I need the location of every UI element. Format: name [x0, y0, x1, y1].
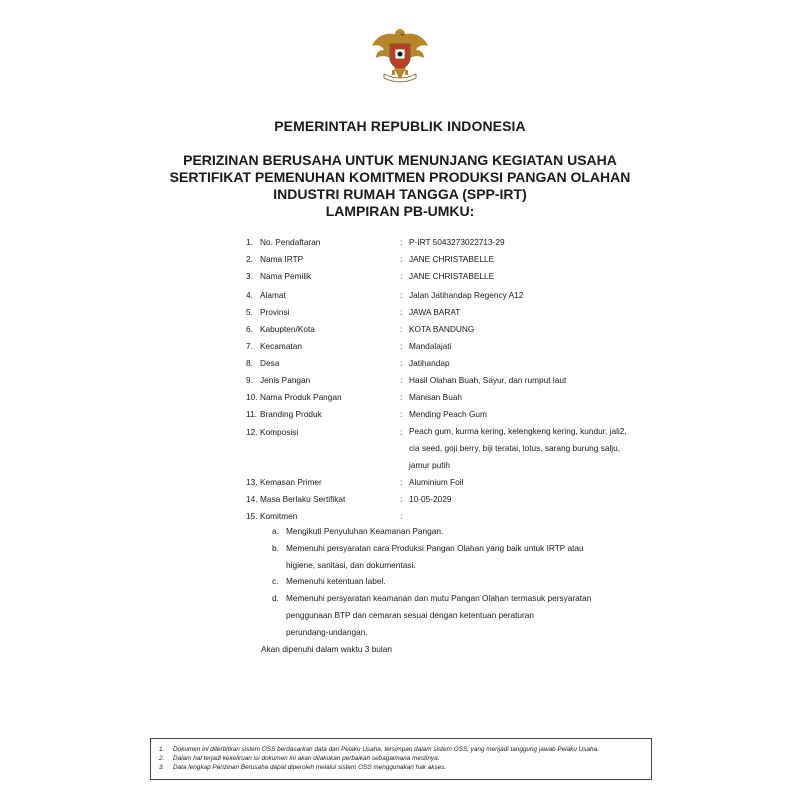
field-row [246, 306, 646, 318]
field-label: No. Pendaftaran [260, 237, 321, 247]
commitment-line: Mengikuti Penyuluhan Keamanan Pangan. [286, 526, 444, 536]
field-value: 10-05-2029 [409, 494, 452, 504]
commitment-text [286, 573, 606, 590]
field-colon: : [400, 409, 403, 419]
field-label: Nama Produk Pangan [260, 392, 342, 402]
field-number: 12. [246, 427, 258, 437]
commitment-text [286, 523, 606, 540]
field-value: Hasil Olahan Buah, Sayur, dan rumput laut [409, 375, 567, 385]
commitment-text [286, 590, 606, 641]
field-label: Komitmen [260, 511, 298, 521]
field-colon: : [400, 477, 403, 487]
document-heading [0, 152, 800, 220]
field-value: Jatihandap [409, 358, 450, 368]
field-number: 15. [246, 511, 258, 521]
field-row [246, 374, 646, 386]
field-number: 13. [246, 477, 258, 487]
field-colon: : [400, 511, 403, 521]
field-number: 8. [246, 358, 253, 368]
field-colon: : [400, 237, 403, 247]
commitment-text [286, 540, 606, 574]
commitment-letter: c. [272, 576, 279, 586]
field-label: Alamat [260, 290, 286, 300]
field-number: 6. [246, 324, 253, 334]
commitment-item [272, 523, 602, 540]
footer-note [159, 745, 645, 754]
field-row [246, 391, 646, 403]
field-colon: : [400, 358, 403, 368]
field-number: 14. [246, 494, 258, 504]
field-number: 9. [246, 375, 253, 385]
field-row [246, 408, 646, 420]
field-colon: : [400, 290, 403, 300]
field-colon: : [400, 494, 403, 504]
field-row [246, 357, 646, 369]
heading-line-3: INDUSTRI RUMAH TANGGA (SPP-IRT) [273, 186, 527, 202]
footer-note [159, 763, 645, 772]
footer-note [159, 754, 645, 763]
field-value: P-IRT 5043273022713-29 [409, 237, 505, 247]
commitment-item [272, 573, 602, 590]
field-value: JAWA BARAT [409, 307, 461, 317]
field-label: Branding Produk [260, 409, 322, 419]
field-value: Manisan Buah [409, 392, 463, 402]
field-label: Kemasan Primer [260, 477, 322, 487]
heading-line-4: LAMPIRAN PB-UMKU: [325, 203, 475, 219]
field-colon: : [400, 341, 403, 351]
footer-note-text: Data lengkap Perizinan Berusaha dapat diperoleh melalui sistem OSS menggunakan hak akses. [173, 764, 447, 771]
field-value: KOTA BANDUNG [409, 324, 475, 334]
field-label: Kabupten/Kota [260, 324, 315, 334]
field-value: Mending Peach Gum [409, 409, 487, 419]
commitment-line: perundang-undangan. [286, 627, 368, 637]
field-number: 1. [246, 237, 253, 247]
commitment-line: penggunaan BTP dan cemaran sesuai dengan ketentuan peraturan [286, 610, 535, 620]
field-colon: : [400, 392, 403, 402]
field-label: Desa [260, 358, 280, 368]
field-label: Provinsi [260, 307, 290, 317]
field-value: JANE CHRISTABELLE [409, 271, 495, 281]
field-label: Masa Berlaku Sertifikat [260, 494, 346, 504]
field-row [246, 236, 646, 248]
field-number: 3. [246, 271, 253, 281]
commitment-line: higiene, sanitasi, dan dokumentasi. [286, 560, 416, 570]
field-value: Jalan Jatihandap Regency A12 [409, 290, 524, 300]
field-number: 7. [246, 341, 253, 351]
field-row [246, 270, 646, 282]
government-title: PEMERINTAH REPUBLIK INDONESIA [274, 118, 526, 134]
field-number: 2. [246, 254, 253, 264]
field-colon: : [400, 324, 403, 334]
footer-note-number: 3. [159, 764, 165, 771]
footer-note-number: 2. [159, 755, 165, 762]
commitment-letter: b. [272, 543, 279, 553]
field-number: 10. [246, 392, 258, 402]
fulfillment-note: Akan dipenuhi dalam waktu 3 bulan [261, 644, 392, 654]
field-number: 4. [246, 290, 253, 300]
field-number: 5. [246, 307, 253, 317]
commitment-letter: a. [272, 526, 279, 536]
commitment-item [272, 540, 602, 574]
commitment-letter: d. [272, 593, 279, 603]
field-row [246, 476, 646, 488]
field-colon: : [400, 271, 403, 281]
field-number: 11. [246, 409, 257, 419]
field-colon: : [400, 254, 403, 264]
field-value-composition: Peach gum, kurma kering, kelengkeng kering, kundur, jali2, cia seed, goji berry, biji teratai, lotus, sarang burung salju, jamur putih [409, 426, 627, 470]
field-row [246, 289, 646, 301]
field-value: JANE CHRISTABELLE [409, 254, 495, 264]
field-row [246, 510, 646, 522]
commitment-line: Memenuhi ketentuan label. [286, 576, 386, 586]
field-colon: : [400, 375, 403, 385]
field-row [246, 253, 646, 265]
heading-line-1: PERIZINAN BERUSAHA UNTUK MENUNJANG KEGIATAN USAHA [183, 152, 617, 168]
field-row [246, 340, 646, 352]
field-colon: : [400, 427, 403, 437]
footer-notes [150, 738, 652, 780]
field-label: Jenis Pangan [260, 375, 311, 385]
field-row [246, 323, 646, 335]
footer-note-number: 1. [159, 746, 165, 753]
field-value: Aluminium Foil [409, 477, 464, 487]
field-row [246, 426, 646, 470]
commitment-line: Memenuhi persyaratan cara Produksi Pangan Olahan yang baik untuk IRTP atau [286, 543, 584, 553]
heading-line-2: SERTIFIKAT PEMENUHAN KOMITMEN PRODUKSI PANGAN OLAHAN [169, 169, 631, 185]
field-label: Nama IRTP [260, 254, 304, 264]
field-value: Mandalajati [409, 341, 452, 351]
field-label: Komposisi [260, 427, 299, 437]
footer-note-text: Dokumen ini diterbitkan sistem OSS berdasarkan data dari Pelaku Usaha, tersimpan dalam sistem OSS, yang menjadi tanggung jawab Pelaku Usaha. [173, 746, 599, 753]
footer-note-text: Dalam hal terjadi kekeliruan isi dokumen ini akan dilakukan perbaikan sebagaimana mestinya. [173, 755, 440, 762]
commitment-item [272, 590, 602, 641]
field-colon: : [400, 307, 403, 317]
field-row [246, 493, 646, 505]
commitment-line: Memenuhi persyaratan keamanan dan mutu Pangan Olahan termasuk persyaratan [286, 593, 592, 603]
garuda-emblem-icon [368, 22, 432, 86]
field-label: Kecamatan [260, 341, 302, 351]
field-label: Nama Pemilik [260, 271, 312, 281]
